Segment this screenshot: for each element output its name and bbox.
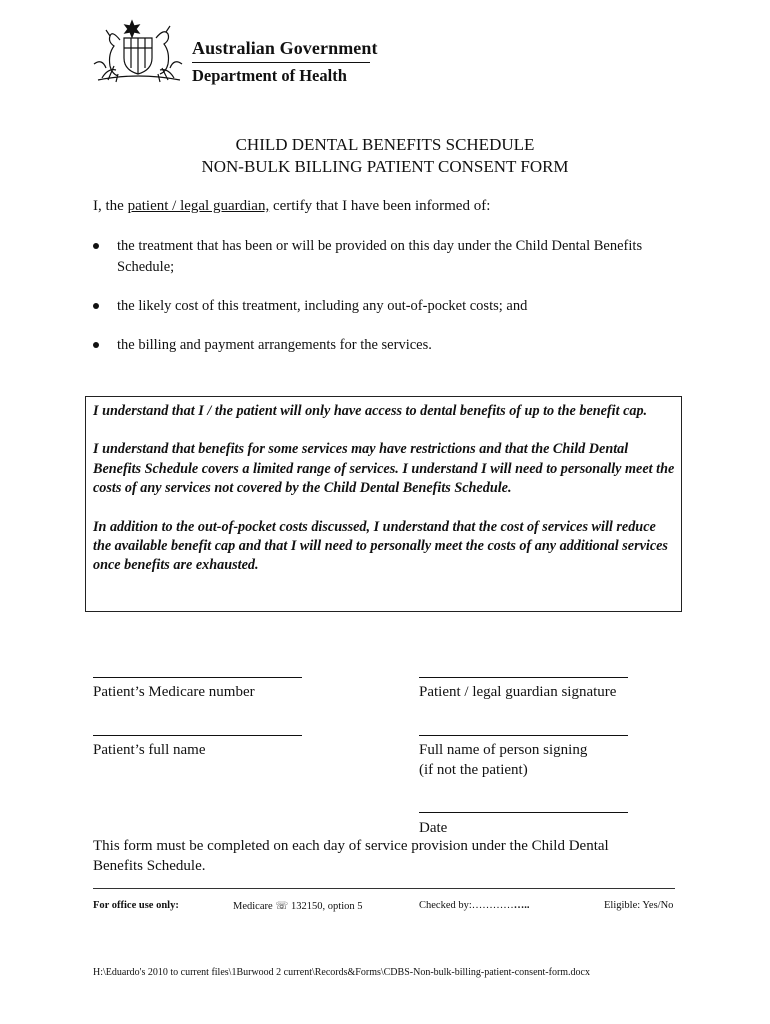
signer-name-label-line1: Full name of person signing: [419, 742, 588, 758]
medicare-number-field[interactable]: [93, 677, 302, 678]
declaration-restrictions: I understand that benefits for some services may have restrictions and that the Child Dental Benefits Schedule covers a limited range of services. I understand I will need to personally meet the costs of any services not covered by the Child Dental Benefits Schedule.: [93, 441, 675, 497]
full-name-field[interactable]: [93, 735, 302, 736]
org-name: Australian Government: [192, 38, 378, 58]
list-item: [93, 296, 653, 317]
intro-statement: [93, 198, 490, 215]
bullet-text: the billing and payment arrangements for the services.: [117, 337, 432, 353]
office-use-label: For office use only:: [93, 900, 179, 911]
signer-name-label-line2: (if not the patient): [419, 762, 528, 778]
bullet-icon: [93, 342, 99, 348]
checked-by: [419, 900, 530, 911]
list-item: [93, 335, 653, 356]
date-field[interactable]: [419, 812, 628, 813]
full-name-label: Patient’s full name: [93, 742, 206, 758]
coat-of-arms-icon: [90, 18, 188, 86]
medicare-number-label: Patient’s Medicare number: [93, 684, 255, 700]
bullet-text: the treatment that has been or will be provided on this day under the Child Dental Benefits Schedule;: [117, 238, 643, 275]
completion-note: This form must be completed on each day of service provision under the Child Dental Benefits Schedule.: [93, 838, 609, 874]
header-divider: [192, 62, 370, 63]
department-name: Department of Health: [192, 66, 347, 85]
file-path-footer: H:\Eduardo's 2010 to current files\1Burwood 2 current\Records&Forms\CDBS-Non-bulk-billing-patient-consent-form.docx: [93, 967, 590, 978]
list-item: [93, 236, 653, 278]
office-use-divider: [93, 888, 675, 889]
bullet-icon: [93, 303, 99, 309]
declaration-out-of-pocket: In addition to the out-of-pocket costs discussed, I understand that the cost of services will reduce the available benefit cap and that I will need to personally meet the costs of any additional services once benefits are exhausted.: [93, 518, 668, 574]
eligible-status: Eligible: Yes/No: [604, 900, 674, 911]
form-title-line2: NON-BULK BILLING PATIENT CONSENT FORM: [201, 157, 569, 176]
signer-name-field[interactable]: [419, 735, 628, 736]
signer-name-label: [419, 740, 587, 780]
date-label: Date: [419, 820, 448, 836]
bullet-text: the likely cost of this treatment, including any out-of-pocket costs; and: [117, 298, 528, 314]
bullet-icon: [93, 243, 99, 249]
checked-by-dots: …..: [513, 900, 530, 911]
checked-by-text: Checked by:…………: [419, 900, 514, 911]
intro-underlined: patient / legal guardian,: [127, 198, 270, 214]
medicare-phone: Medicare ☏ 132150, option 5: [233, 901, 363, 912]
declaration-benefit-cap: I understand that I / the patient will only have access to dental benefits of up to the benefit cap.: [93, 403, 648, 419]
form-title-line1: CHILD DENTAL BENEFITS SCHEDULE: [235, 135, 535, 154]
declaration-box: [85, 396, 682, 612]
guardian-signature-label: Patient / legal guardian signature: [419, 684, 617, 700]
guardian-signature-field[interactable]: [419, 677, 628, 678]
intro-prefix: I, the: [93, 198, 128, 214]
intro-suffix: certify that I have been informed of:: [269, 198, 491, 214]
